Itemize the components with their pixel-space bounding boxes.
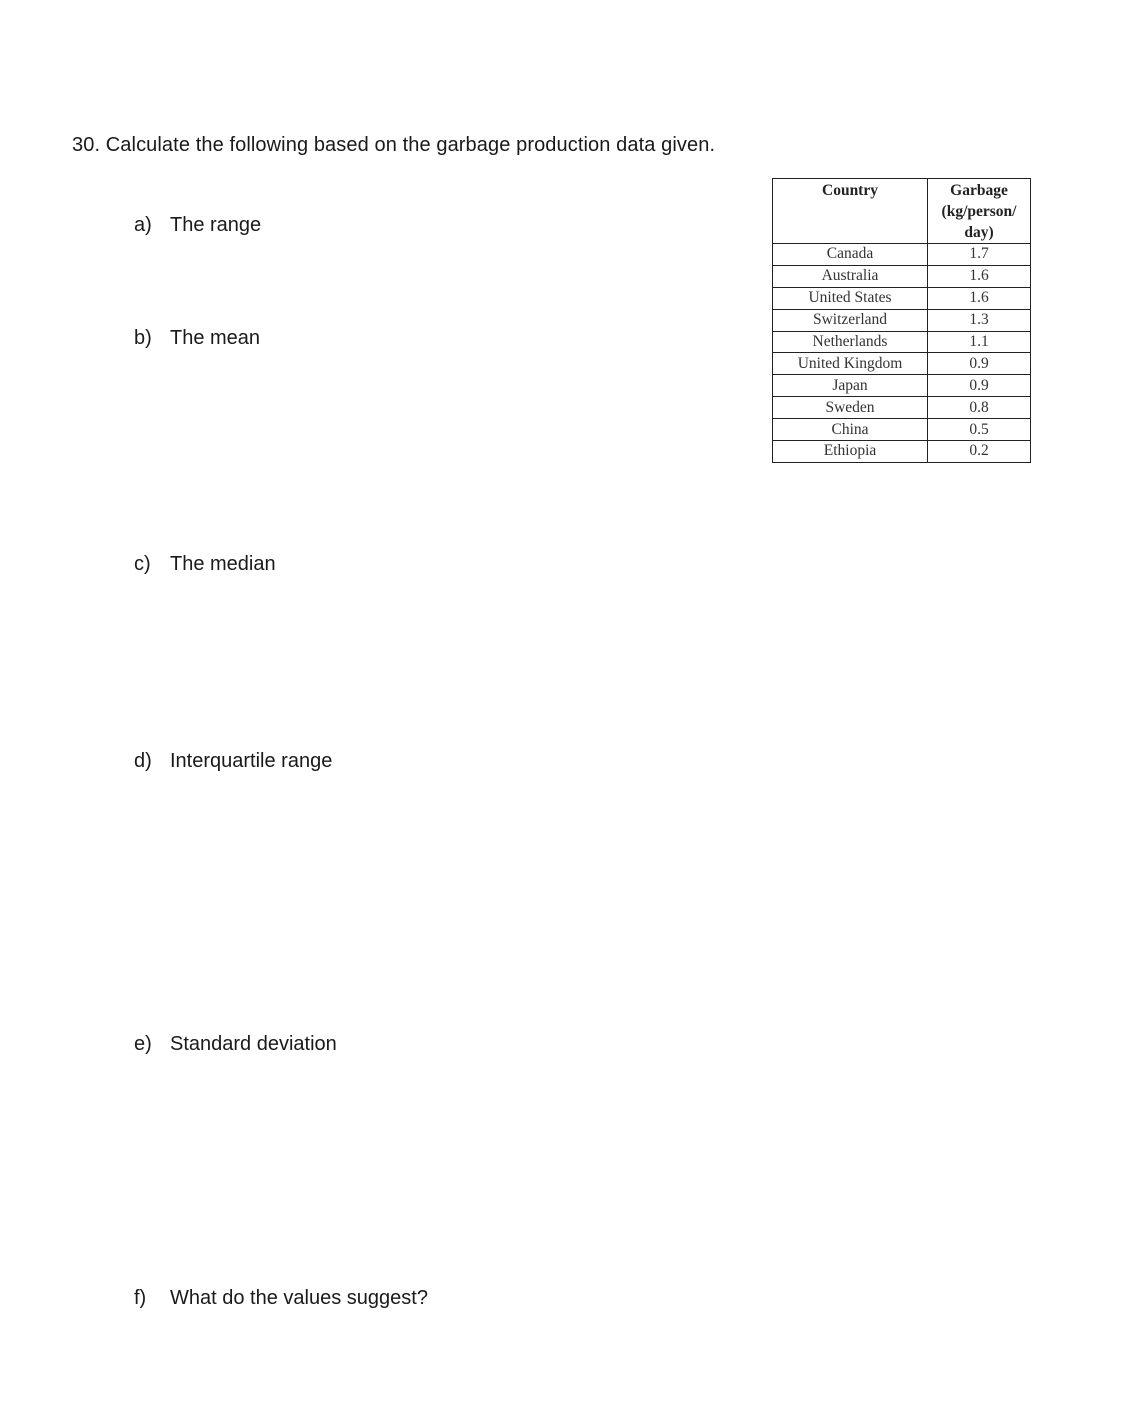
table-row (773, 419, 1031, 441)
garbage-cell: 1.1 (928, 331, 1031, 353)
table-header-row (773, 179, 1031, 244)
part-text: Standard deviation (170, 1033, 337, 1055)
garbage-header-line: (kg/person/ (941, 203, 1017, 220)
garbage-cell: 0.2 (928, 441, 1031, 463)
part-letter: a) (134, 214, 152, 236)
part-letter: e) (134, 1033, 152, 1055)
garbage-cell: 0.9 (928, 353, 1031, 375)
table-row (773, 397, 1031, 419)
country-cell: Australia (773, 265, 928, 287)
garbage-cell: 0.8 (928, 397, 1031, 419)
part-b (134, 327, 260, 350)
part-text: The range (170, 214, 262, 236)
part-text: What do the values suggest? (170, 1287, 428, 1309)
part-text: Interquartile range (170, 750, 333, 772)
country-cell: Ethiopia (773, 441, 928, 463)
table-row (773, 441, 1031, 463)
garbage-cell: 0.9 (928, 375, 1031, 397)
table-row (773, 353, 1031, 375)
country-cell: United States (773, 287, 928, 309)
garbage-header-line: Garbage (950, 182, 1008, 199)
part-e (134, 1033, 337, 1056)
table-row (773, 265, 1031, 287)
table-row (773, 309, 1031, 331)
garbage-cell: 1.6 (928, 265, 1031, 287)
part-text: The mean (170, 327, 261, 349)
country-cell: Japan (773, 375, 928, 397)
question-title: 30. Calculate the following based on the garbage production data given. (72, 134, 716, 156)
part-letter: d) (134, 750, 152, 772)
garbage-cell: 1.3 (928, 309, 1031, 331)
part-f (134, 1287, 428, 1310)
garbage-cell: 1.6 (928, 287, 1031, 309)
part-a (134, 214, 261, 237)
country-cell: United Kingdom (773, 353, 928, 375)
part-c (134, 553, 276, 576)
table-row (773, 331, 1031, 353)
table-row (773, 375, 1031, 397)
country-cell: Sweden (773, 397, 928, 419)
garbage-cell: 1.7 (928, 244, 1031, 266)
part-letter: c) (134, 553, 151, 575)
table-row (773, 244, 1031, 266)
part-letter: f) (134, 1287, 147, 1309)
country-cell: Netherlands (773, 331, 928, 353)
table-row (773, 287, 1031, 309)
country-header: Country (773, 179, 928, 244)
country-cell: Switzerland (773, 309, 928, 331)
garbage-header-line: day) (964, 224, 994, 241)
part-text: The median (170, 553, 276, 575)
country-cell: China (773, 419, 928, 441)
part-letter: b) (134, 327, 152, 349)
part-d (134, 750, 332, 773)
garbage-header (928, 179, 1031, 244)
country-cell: Canada (773, 244, 928, 266)
garbage-cell: 0.5 (928, 419, 1031, 441)
garbage-data-table (772, 178, 1031, 463)
